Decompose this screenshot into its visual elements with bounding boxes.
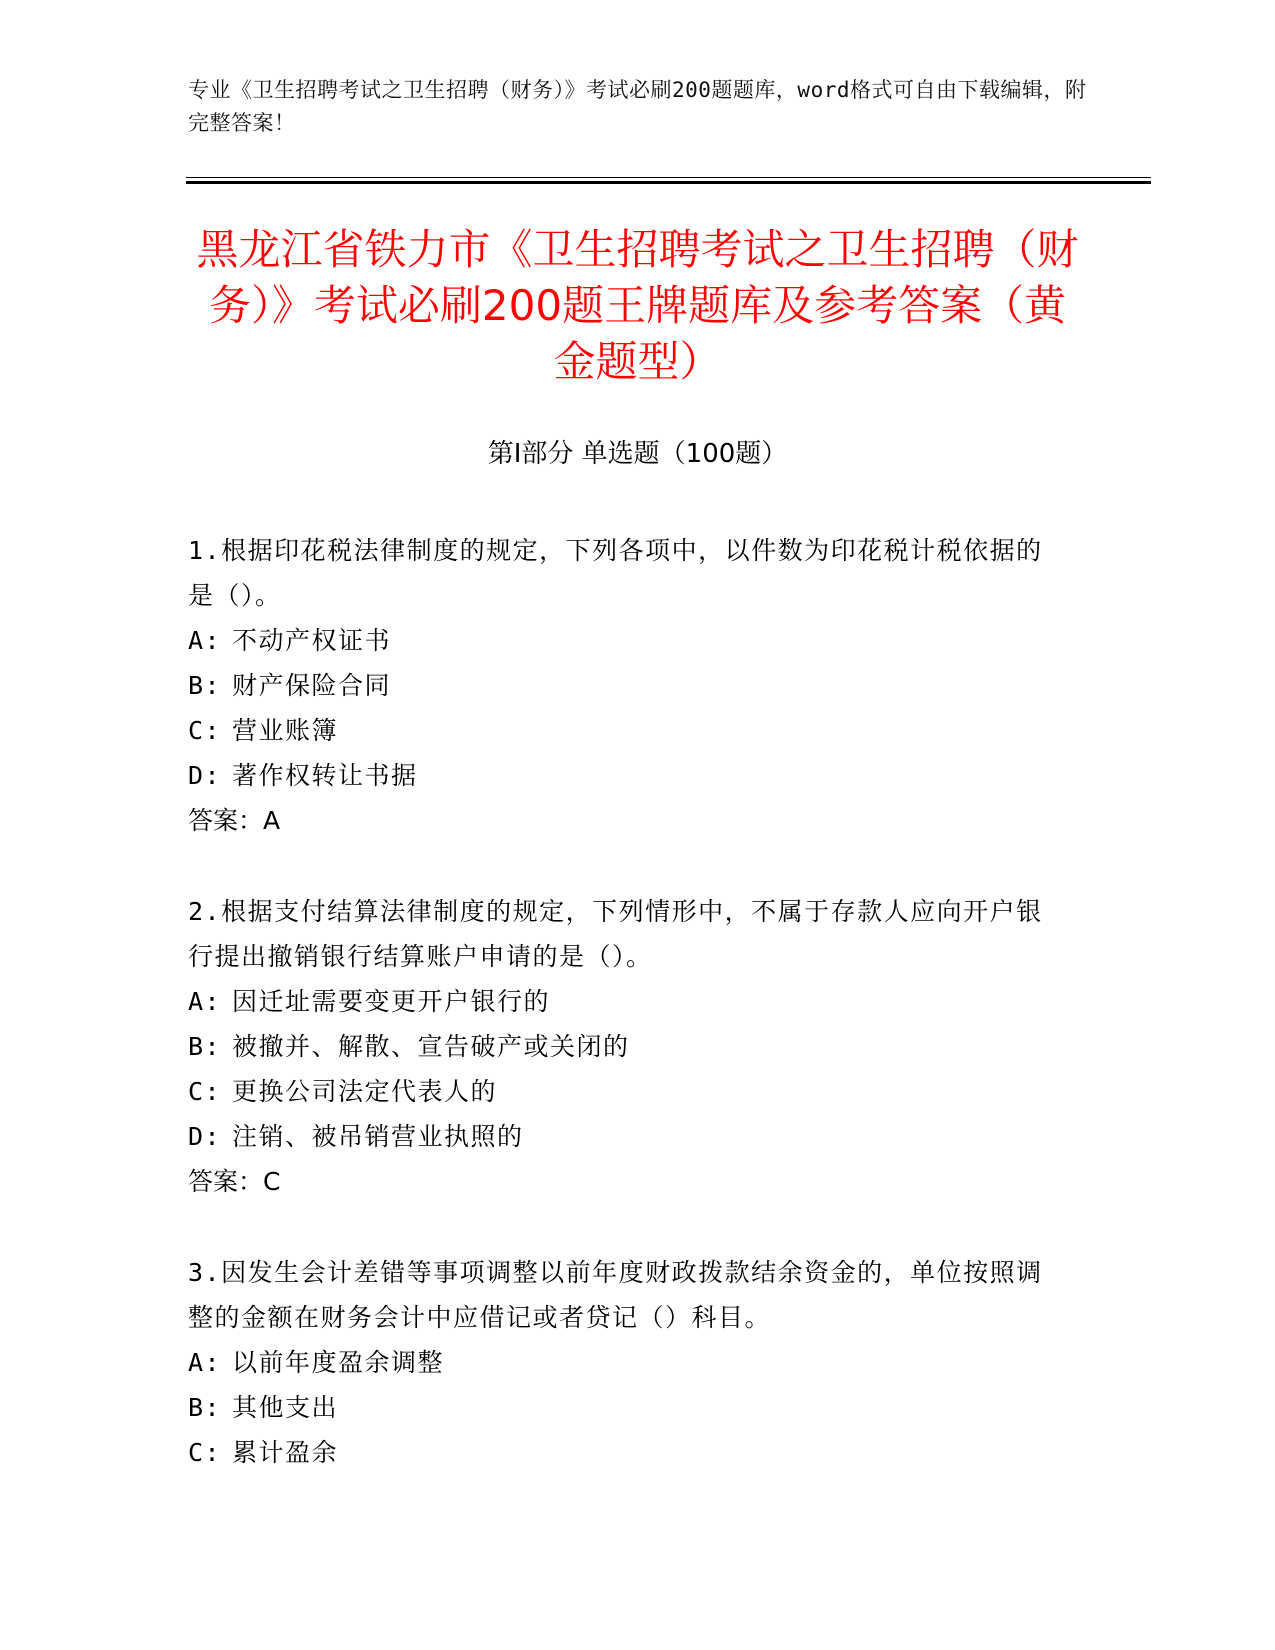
question-3 (188, 1250, 1068, 1475)
option-letter: A: (188, 1348, 222, 1377)
option-d (188, 1114, 1068, 1159)
question-2 (188, 889, 1068, 1204)
header-divider-thick (186, 181, 1151, 184)
option-letter: B: (188, 671, 222, 700)
option-letter: B: (188, 1032, 222, 1061)
option-text: 注销、被吊销营业执照的 (232, 1122, 524, 1151)
answer-line: 答案：A (188, 806, 281, 835)
option-text: 财产保险合同 (232, 671, 392, 700)
question-1 (188, 528, 1068, 843)
option-d (188, 753, 1068, 798)
option-letter: C: (188, 1438, 222, 1467)
answer-line: 答案：C (188, 1167, 281, 1196)
question-stem: 1.根据印花税法律制度的规定，下列各项中，以件数为印花税计税依据的是（）。 (188, 536, 1043, 610)
option-letter: C: (188, 716, 222, 745)
option-a (188, 979, 1068, 1024)
question-stem: 2.根据支付结算法律制度的规定，下列情形中，不属于存款人应向开户银行提出撤销银行结算账户申请的是（）。 (188, 897, 1043, 971)
option-text: 因迁址需要变更开户银行的 (232, 987, 551, 1016)
option-c (188, 1430, 1068, 1475)
option-a (188, 618, 1068, 663)
question-stem: 3.因发生会计差错等事项调整以前年度财政拨款结余资金的，单位按照调整的金额在财务会计中应借记或者贷记（）科目。 (188, 1258, 1043, 1332)
option-c (188, 708, 1068, 753)
option-text: 被撤并、解散、宣告破产或关闭的 (232, 1032, 630, 1061)
option-text: 其他支出 (232, 1393, 339, 1422)
option-b (188, 663, 1068, 708)
option-c (188, 1069, 1068, 1114)
option-text: 不动产权证书 (232, 626, 392, 655)
option-letter: A: (188, 626, 222, 655)
option-b (188, 1024, 1068, 1069)
option-text: 著作权转让书据 (232, 761, 418, 790)
option-text: 营业账簿 (232, 716, 339, 745)
header-divider-thin (186, 177, 1151, 178)
option-text: 以前年度盈余调整 (232, 1348, 445, 1377)
option-text: 更换公司法定代表人的 (232, 1077, 498, 1106)
option-letter: D: (188, 761, 222, 790)
option-b (188, 1385, 1068, 1430)
document-title: 黑龙江省铁力市《卫生招聘考试之卫生招聘（财务）》考试必刷200题王牌题库及参考答案（黄金题型） (196, 225, 1079, 386)
option-letter: A: (188, 987, 222, 1016)
option-letter: C: (188, 1077, 222, 1106)
option-text: 累计盈余 (232, 1438, 339, 1467)
question-list (188, 528, 1068, 1521)
option-letter: B: (188, 1393, 222, 1422)
section-title: 第Ⅰ部分 单选题（100题） (487, 439, 788, 469)
option-a (188, 1340, 1068, 1385)
header-note: 专业《卫生招聘考试之卫生招聘（财务）》考试必刷200题题库，word格式可自由下载编辑，附完整答案！ (188, 78, 1087, 135)
option-letter: D: (188, 1122, 222, 1151)
